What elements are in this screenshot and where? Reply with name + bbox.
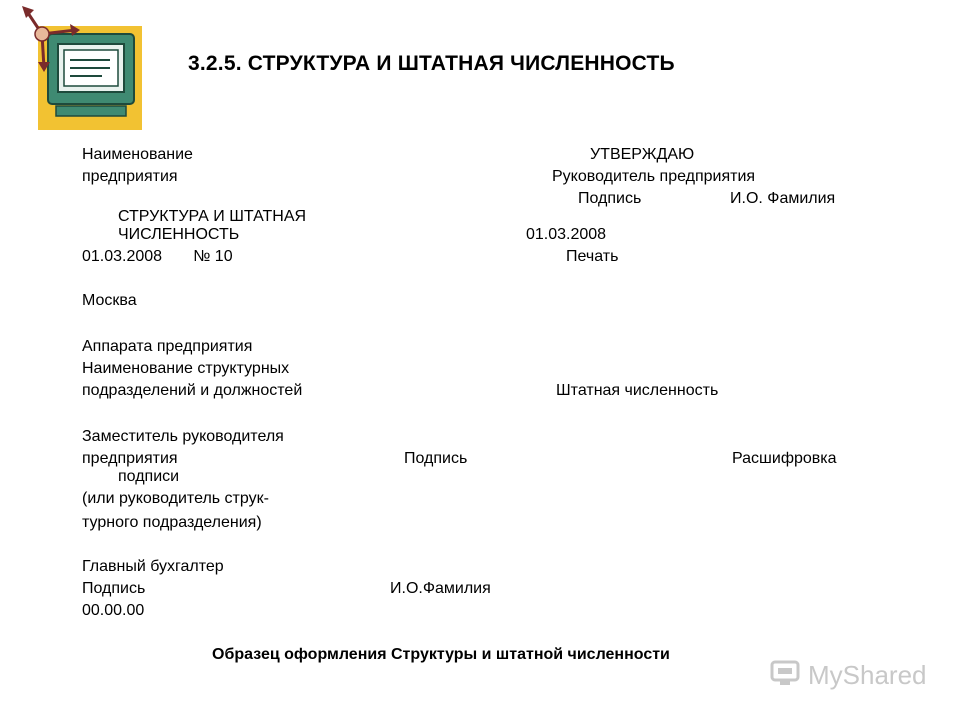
page-title: 3.2.5. СТРУКТУРА И ШТАТНАЯ ЧИСЛЕННОСТЬ — [188, 52, 675, 75]
doc-date-number: 01.03.2008 № 10 — [82, 248, 233, 265]
doc-title-line-2: ЧИСЛЕННОСТЬ — [118, 226, 240, 243]
accountant-name-label: И.О.Фамилия — [390, 580, 491, 597]
accountant-signature-label: Подпись — [82, 580, 146, 597]
chief-accountant-label: Главный бухгалтер — [82, 558, 224, 575]
head-name-label: И.О. Фамилия — [730, 190, 836, 207]
column-name-line-1: Наименование структурных — [82, 360, 290, 377]
or-head-line-2: турного подразделения) — [82, 514, 262, 531]
approve-date: 01.03.2008 — [526, 226, 607, 243]
sample-caption: Образец оформления Структуры и штатной численности — [212, 646, 670, 663]
org-name-line-1: Наименование — [82, 146, 193, 163]
deputy-line-2: предприятия — [82, 450, 178, 467]
city-label: Москва — [82, 292, 137, 309]
accountant-date: 00.00.00 — [82, 602, 145, 619]
head-of-label: Руководитель предприятия — [552, 168, 756, 185]
or-head-line-1: (или руководитель струк- — [82, 490, 269, 507]
stamp-label: Печать — [566, 248, 619, 265]
column-staff-label: Штатная численность — [556, 382, 719, 399]
myshared-logo-icon — [770, 658, 804, 688]
approve-label: УТВЕРЖДАЮ — [590, 146, 695, 163]
deputy-line-1: Заместитель руководителя — [82, 428, 284, 445]
doc-title-line-1: СТРУКТУРА И ШТАТНАЯ — [118, 208, 307, 225]
watermark-text: MyShared — [808, 660, 927, 690]
computer-monitor-icon — [20, 4, 150, 132]
deputy-decode-line-1: Расшифровка — [732, 450, 837, 467]
apparatus-label: Аппарата предприятия — [82, 338, 253, 355]
org-name-line-2: предприятия — [82, 168, 178, 185]
head-signature-label: Подпись — [578, 190, 642, 207]
column-name-line-2: подразделений и должностей — [82, 382, 303, 399]
deputy-signature-label: Подпись — [404, 450, 468, 467]
deputy-decode-line-2: подписи — [118, 468, 180, 485]
